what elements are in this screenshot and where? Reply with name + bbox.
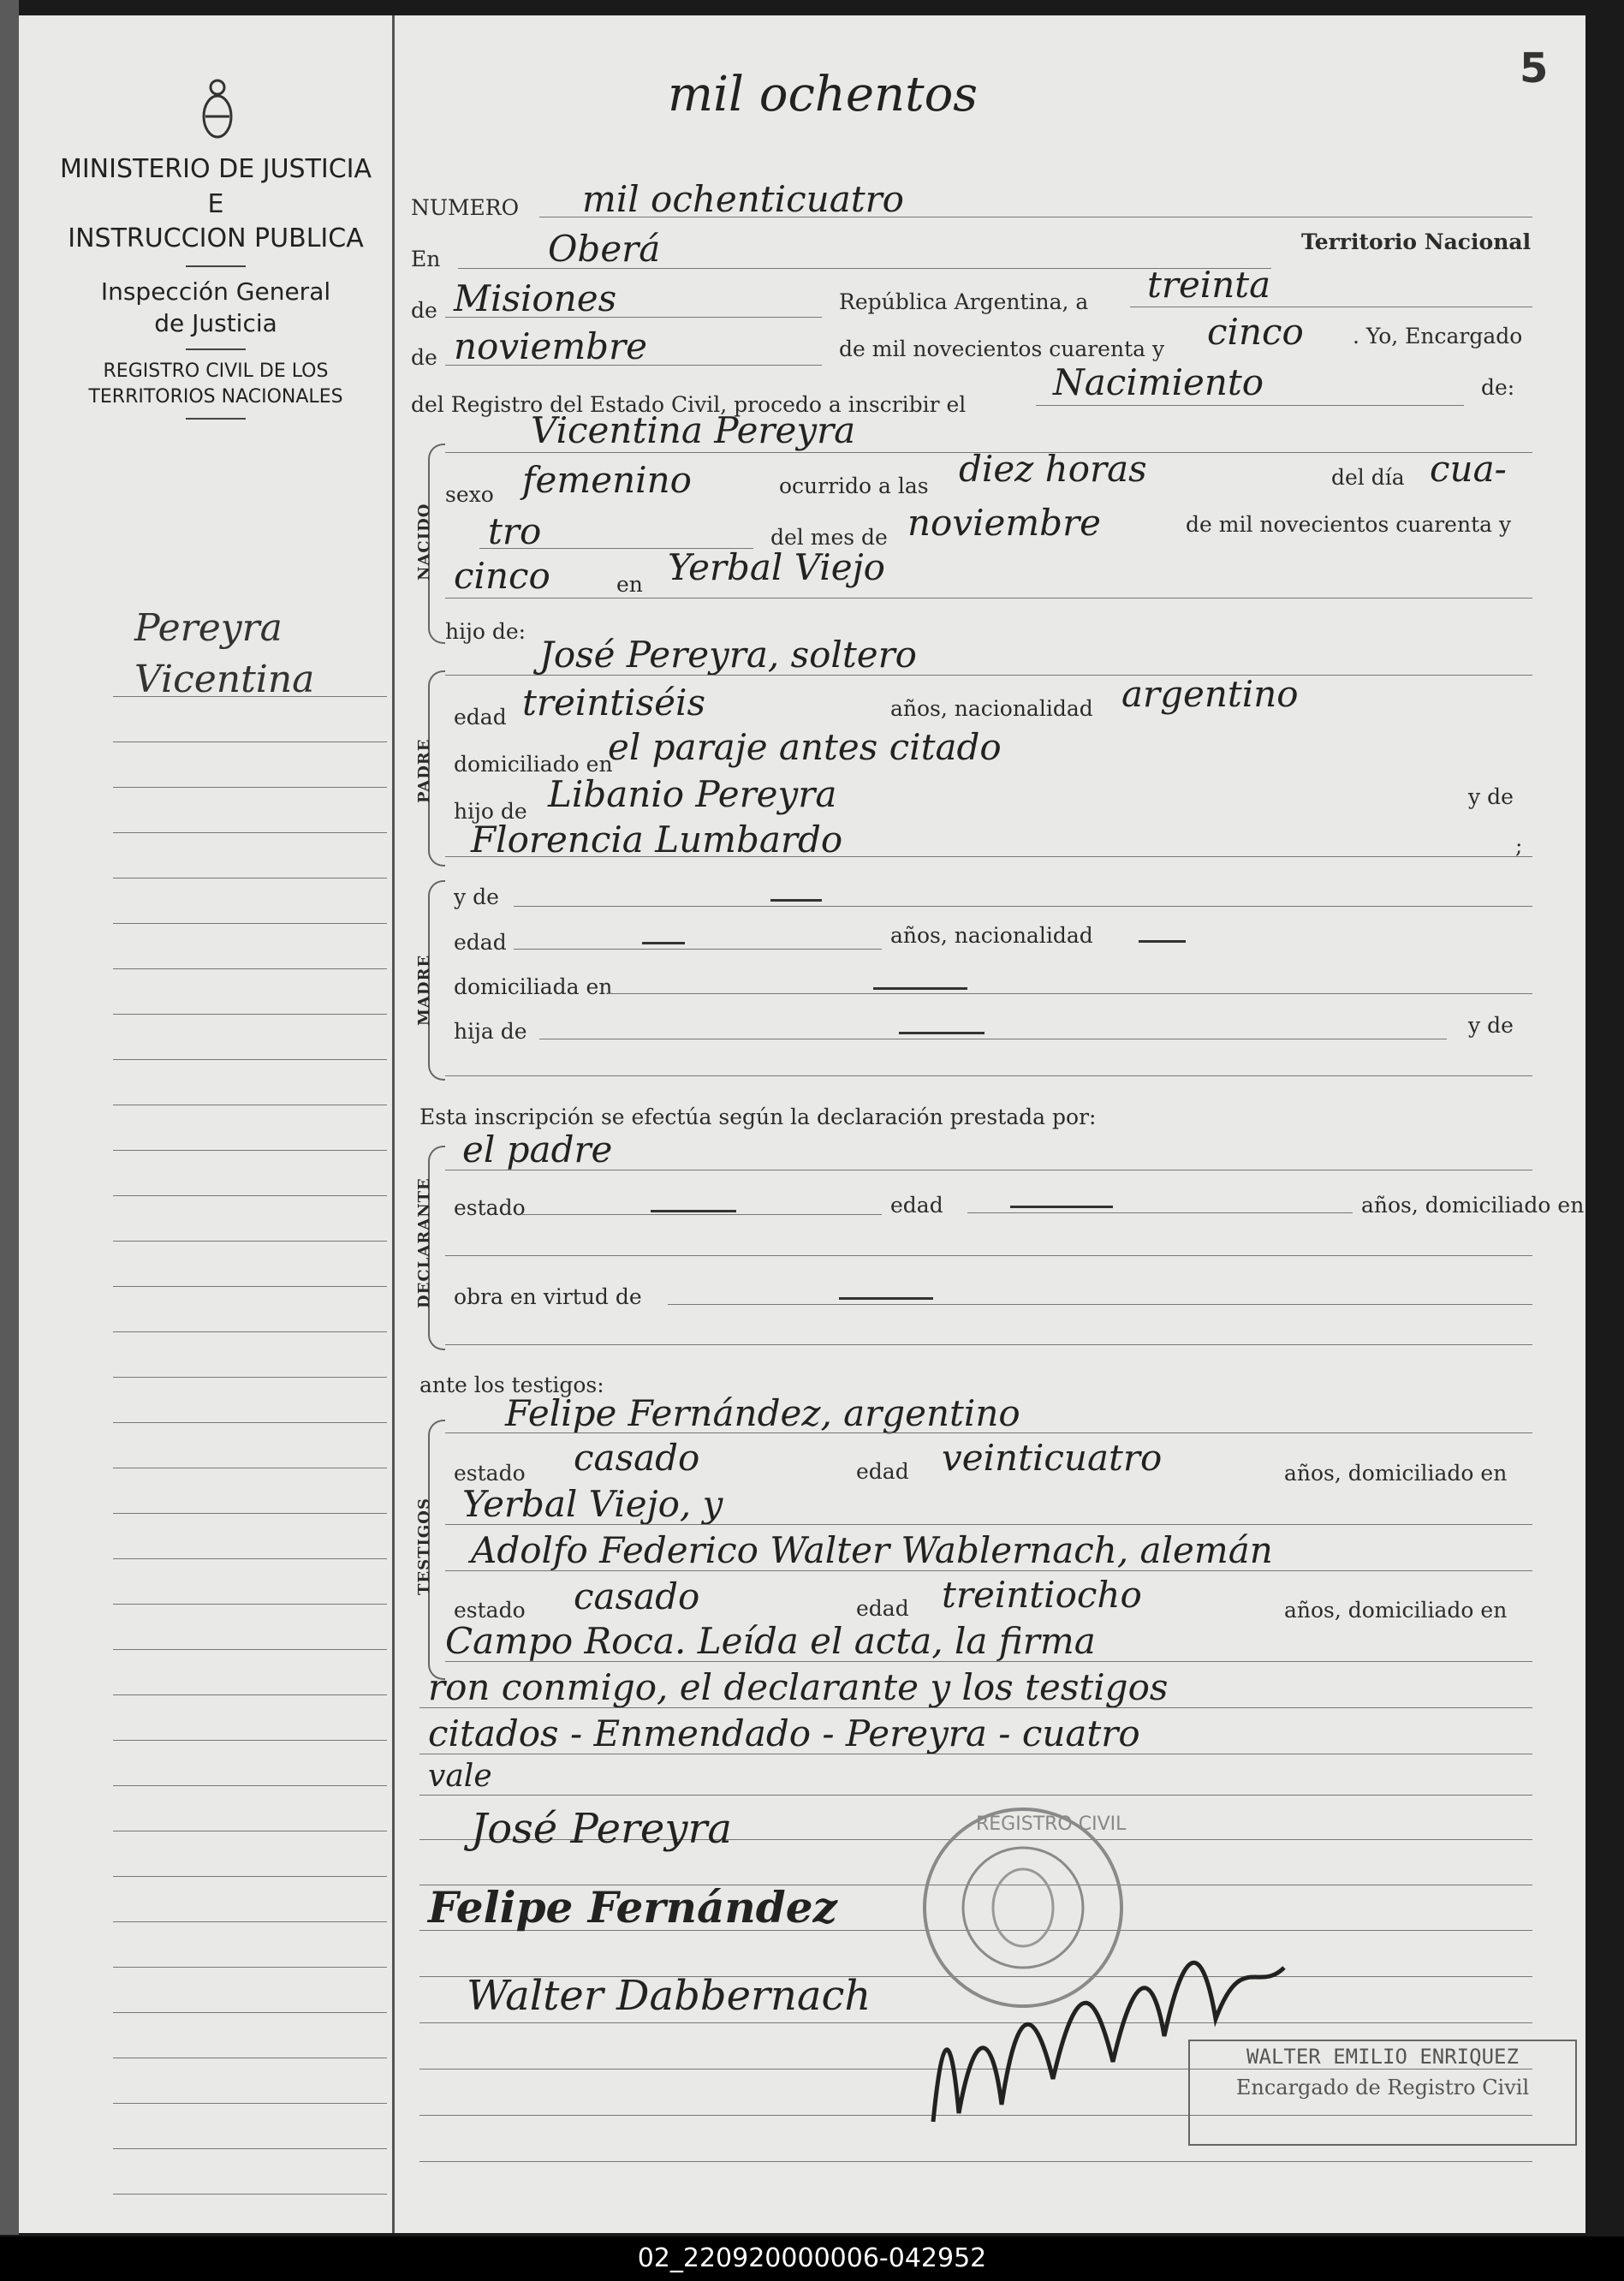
madre-nacionalidad-label: años, nacionalidad xyxy=(890,923,1093,948)
registro-label: del Registro del Estado Civil, procedo a inscribir el xyxy=(411,392,967,417)
declarante-domicilio-label: años, domiciliado en xyxy=(1361,1193,1585,1218)
rule xyxy=(419,1795,1532,1796)
anio-label: de mil novecientos cuarenta y xyxy=(839,336,1165,361)
rule xyxy=(522,1214,882,1215)
rule xyxy=(445,1432,1532,1433)
inspection-line-2: de Justicia xyxy=(154,309,277,338)
testigo-1-domicilio: Yerbal Viejo, y xyxy=(462,1483,723,1525)
blank-dash xyxy=(1139,940,1186,943)
hijo-de-label: hijo de xyxy=(454,799,527,824)
rule xyxy=(419,1707,1532,1708)
signature-testigo-2: Walter Dabbernach xyxy=(467,1972,871,2020)
rule xyxy=(445,675,1532,676)
rule xyxy=(445,1255,1532,1256)
de-label: de: xyxy=(1481,375,1515,400)
yo-encargado-label: . Yo, Encargado xyxy=(1353,324,1523,348)
margin-rule xyxy=(113,1286,387,1287)
ocurrido-label: ocurrido a las xyxy=(779,473,929,498)
margin-rule xyxy=(113,2194,387,2195)
en-label: En xyxy=(411,247,441,271)
closing-line-1: ron conmigo, el declarante y los testigos xyxy=(428,1666,1169,1708)
dia-nacimiento: cua- xyxy=(1430,448,1507,490)
blank-dash xyxy=(642,942,685,944)
hijo-de-label: de: xyxy=(491,619,526,644)
de-label: de xyxy=(411,345,437,370)
padre-domicilio: el paraje antes citado xyxy=(608,726,1002,768)
rule xyxy=(1036,405,1464,406)
nacionalidad-label: años, nacionalidad xyxy=(890,696,1093,721)
declaracion-label: Esta inscripción se efectúa según la declaración prestada por: xyxy=(419,1105,1097,1129)
anio-value: cinco xyxy=(1207,311,1304,353)
mes-value: noviembre xyxy=(454,325,647,367)
registry-line-1: REGISTRO CIVIL DE LOS xyxy=(103,360,329,383)
coat-of-arms-icon xyxy=(199,75,236,144)
margin-rule xyxy=(113,1694,387,1695)
inspection-line-1: Inspección General xyxy=(100,277,331,306)
blank-dash xyxy=(1010,1206,1113,1208)
ministry-line-3: INSTRUCCION PUBLICA xyxy=(68,223,364,253)
margin-rule xyxy=(113,1014,387,1015)
margin-given-name: Vicentina xyxy=(134,658,315,701)
semicolon: ; xyxy=(1515,833,1523,858)
blank-dash xyxy=(770,899,822,902)
testigo-2-estado-label: estado xyxy=(454,1598,526,1623)
lugar-nacimiento: Yerbal Viejo xyxy=(668,546,885,588)
abuela-paterna: Florencia Lumbardo xyxy=(471,819,843,861)
madre-section-label: MADRE xyxy=(415,954,433,1026)
hora-value: diez horas xyxy=(959,448,1147,490)
margin-surname: Pereyra xyxy=(134,606,283,650)
rule xyxy=(445,598,1532,599)
blank-dash xyxy=(873,987,967,990)
margin-column xyxy=(19,15,395,2233)
margin-rule xyxy=(113,2012,387,2013)
divider xyxy=(186,348,246,350)
hijo-label: hij xyxy=(445,619,473,644)
madre-hija-de-label: hija de xyxy=(454,1019,527,1044)
margin-rule xyxy=(113,1921,387,1922)
declarante-section-label: DECLARANTE xyxy=(415,1177,433,1308)
margin-rule xyxy=(113,923,387,924)
anio-nacimiento-label: de mil novecientos cuarenta y xyxy=(1186,512,1512,537)
nacido-nombre: Vicentina Pereyra xyxy=(531,409,856,451)
margin-rule xyxy=(113,1331,387,1332)
margin-rule xyxy=(113,2148,387,2149)
margin-rule xyxy=(113,1059,387,1060)
margin-rule xyxy=(113,1649,387,1650)
sexo-label: sexo xyxy=(445,482,494,507)
numero-label: NUMERO xyxy=(411,195,520,220)
testigo-1-estado: casado xyxy=(574,1437,700,1479)
testigo-2-edad: treintiocho xyxy=(942,1574,1142,1616)
rule xyxy=(445,317,822,318)
page-number: 5 xyxy=(1520,45,1549,92)
testigo-2-estado: casado xyxy=(574,1575,700,1617)
madre-y-de-label: y de xyxy=(1468,1013,1514,1038)
margin-rule xyxy=(113,1241,387,1242)
testigos-section-label: TESTIGOS xyxy=(415,1498,433,1595)
margin-rule xyxy=(113,741,387,742)
rule xyxy=(514,949,882,950)
registrar-name: WALTER EMILIO ENRIQUEZ xyxy=(1246,2045,1519,2069)
margin-rule xyxy=(113,1513,387,1514)
margin-rule xyxy=(113,1967,387,1968)
y-de-label: y de xyxy=(1468,784,1514,809)
closing-line-3: vale xyxy=(428,1759,492,1794)
margin-rule xyxy=(113,1558,387,1559)
declarante-edad-label: edad xyxy=(890,1193,943,1218)
padre-nacionalidad: argentino xyxy=(1121,673,1299,715)
blank-dash xyxy=(899,1032,985,1034)
margin-rule xyxy=(113,1785,387,1786)
territorio-label: Territorio Nacional xyxy=(1301,229,1532,254)
rule xyxy=(514,906,1532,907)
certificate-form xyxy=(394,15,1585,2233)
rule xyxy=(967,1212,1353,1213)
rule xyxy=(445,1661,1532,1662)
dia-value: treinta xyxy=(1147,264,1271,306)
edad-label: edad xyxy=(454,705,507,730)
obra-en-virtud-label: obra en virtud de xyxy=(454,1284,642,1309)
margin-rule xyxy=(113,696,387,697)
margin-rule xyxy=(113,2103,387,2104)
ministry-heading xyxy=(53,152,378,428)
signature-testigo-1: Felipe Fernández xyxy=(428,1882,837,1933)
padre-edad: treintiséis xyxy=(522,682,705,724)
margin-rule xyxy=(113,1377,387,1378)
book-spine xyxy=(0,0,19,2235)
testigo-1-estado-label: estado xyxy=(454,1461,526,1486)
testigo-1-edad: veinticuatro xyxy=(942,1437,1163,1479)
madre-domicilio-label: domiciliada en xyxy=(454,974,613,999)
republica-label: República Argentina, a xyxy=(839,289,1089,314)
numero-value: mil ochenticuatro xyxy=(582,178,904,220)
de-label: de xyxy=(411,298,437,323)
rule xyxy=(445,1524,1532,1525)
madre-y-de-label: y de xyxy=(454,884,499,909)
testigo-2-edad-label: edad xyxy=(856,1596,909,1621)
image-caption: 02_220920000006-042952 xyxy=(0,2236,1624,2281)
testigos-label: ante los testigos: xyxy=(419,1373,604,1397)
padre-nombre: José Pereyra, soltero xyxy=(539,634,917,676)
rule xyxy=(445,1075,1532,1076)
mes-nacimiento: noviembre xyxy=(907,502,1101,544)
margin-rule xyxy=(113,1876,387,1877)
registrar-title: Encargado de Registro Civil xyxy=(1235,2076,1530,2099)
rule xyxy=(668,1304,1532,1305)
testigo-2-nombre: Adolfo Federico Walter Wablernach, alemán xyxy=(471,1529,1273,1571)
acto-value: Nacimiento xyxy=(1053,361,1264,403)
divider xyxy=(186,418,246,420)
rule xyxy=(419,2161,1532,2162)
rule xyxy=(445,365,822,366)
testigo-1-edad-label: edad xyxy=(856,1459,909,1484)
padre-section-label: PADRE xyxy=(415,738,433,803)
registry-line-2: TERRITORIOS NACIONALES xyxy=(88,385,343,408)
ministry-line-1: MINISTERIO DE JUSTICIA xyxy=(59,154,372,184)
margin-rule xyxy=(113,787,387,788)
ministry-line-2: E xyxy=(207,188,224,219)
rule xyxy=(608,993,1532,994)
domiciliado-label: domiciliado en xyxy=(454,752,613,777)
round-stamp-text: REGISTRO CIVIL xyxy=(976,1813,1127,1835)
anio-nacimiento: cinco xyxy=(454,555,550,597)
provincia-value: Misiones xyxy=(454,277,617,319)
margin-rule xyxy=(113,832,387,833)
closing-line-2: citados - Enmendado - Pereyra - cuatro xyxy=(428,1712,1140,1754)
nacido-section-label: NACIDO xyxy=(415,503,433,581)
margin-rule xyxy=(113,1150,387,1151)
declarante-value: el padre xyxy=(462,1129,613,1170)
registrar-stamp xyxy=(1188,2040,1577,2146)
abuelo-paterno: Libanio Pereyra xyxy=(548,773,837,815)
dia-nacimiento-cont: tro xyxy=(488,510,542,552)
header-handwriting: mil ochentos xyxy=(668,67,979,122)
testigo-2-domicilio-label: años, domiciliado en xyxy=(1284,1598,1508,1623)
del-dia-label: del día xyxy=(1331,465,1405,490)
en-label: en xyxy=(616,572,643,597)
del-mes-label: del mes de xyxy=(770,525,888,550)
testigo-2-domicilio: Campo Roca. Leída el acta, la firma xyxy=(445,1620,1096,1662)
blank-dash xyxy=(651,1210,736,1212)
sexo-value: femenino xyxy=(522,459,692,501)
blank-dash xyxy=(839,1297,933,1300)
rule xyxy=(445,856,1532,857)
estado-label: estado xyxy=(454,1195,526,1220)
margin-rule xyxy=(113,968,387,969)
rule xyxy=(445,1344,1532,1345)
signature-padre: José Pereyra xyxy=(471,1805,733,1853)
testigo-1-domicilio-label: años, domiciliado en xyxy=(1284,1461,1508,1486)
testigo-1-nombre: Felipe Fernández, argentino xyxy=(505,1392,1020,1434)
hijo-suffix: o xyxy=(472,619,485,644)
en-value: Oberá xyxy=(548,228,661,270)
margin-rule xyxy=(113,1740,387,1741)
madre-edad-label: edad xyxy=(454,930,507,955)
margin-rule xyxy=(113,1422,387,1423)
rule xyxy=(445,1570,1532,1571)
divider xyxy=(186,265,246,267)
margin-rule xyxy=(113,1604,387,1605)
margin-rule xyxy=(113,1195,387,1196)
